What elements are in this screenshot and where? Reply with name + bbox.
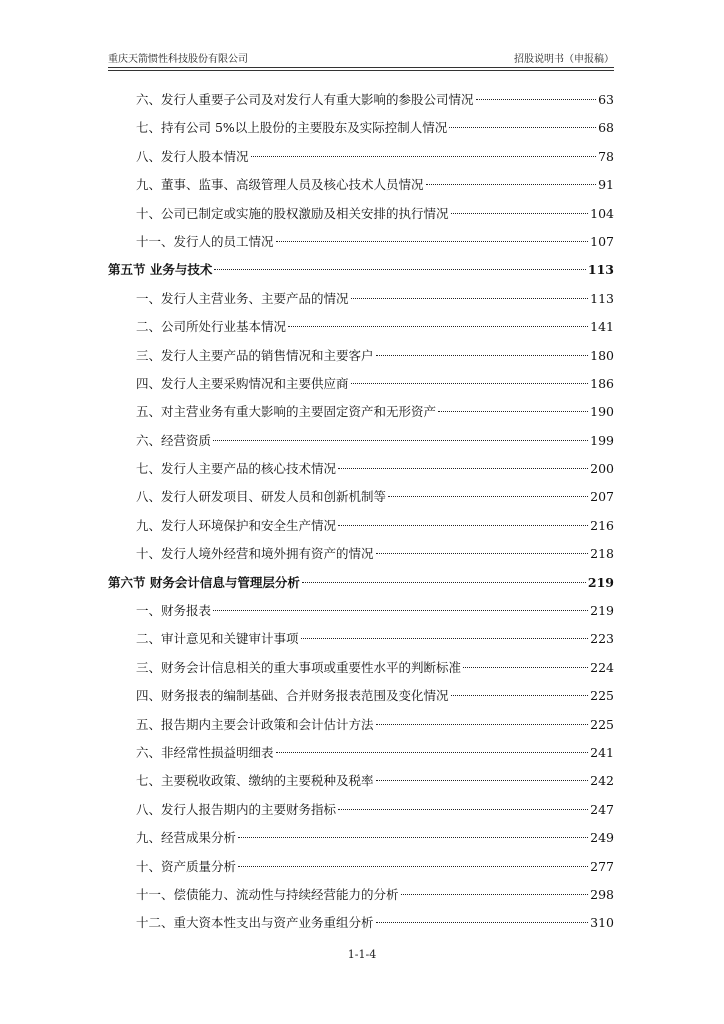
toc-entry-title: 六、经营资质: [136, 432, 212, 448]
toc-entry-page-number: 223: [590, 631, 614, 647]
toc-entry-title: 十一、偿债能力、流动性与持续经营能力的分析: [136, 886, 399, 902]
toc-dot-leader: [426, 184, 597, 185]
toc-entry-title: 十、公司已制定或实施的股权激励及相关安排的执行情况: [136, 205, 449, 221]
toc-entry[interactable]: [108, 682, 614, 710]
toc-entry[interactable]: [108, 796, 614, 824]
toc-entry-page-number: 225: [590, 716, 614, 732]
toc-entry[interactable]: [108, 512, 614, 540]
toc-dot-leader: [213, 440, 588, 441]
toc-entry-page-number: 200: [590, 461, 614, 477]
toc-dot-leader: [401, 894, 589, 895]
toc-entry-page-number: 219: [587, 574, 614, 590]
toc-entry-title: 一、发行人主营业务、主要产品的情况: [136, 290, 349, 306]
toc-dot-leader: [388, 496, 588, 497]
toc-dot-leader: [238, 837, 588, 838]
toc-dot-leader: [451, 695, 589, 696]
toc-dot-leader: [451, 213, 589, 214]
toc-dot-leader: [376, 355, 589, 356]
toc-dot-leader: [238, 866, 588, 867]
toc-entry-title: 九、经营成果分析: [136, 830, 237, 846]
toc-entry-title: 十二、重大资本性支出与资产业务重组分析: [136, 915, 374, 931]
toc-entry[interactable]: [108, 285, 614, 313]
toc-entry-page-number: 218: [590, 546, 614, 562]
toc-entry[interactable]: [108, 711, 614, 739]
toc-dot-leader: [288, 326, 588, 327]
toc-entry[interactable]: [108, 909, 614, 937]
toc-entry-page-number: 310: [590, 915, 614, 931]
toc-dot-leader: [338, 468, 588, 469]
toc-entry-page-number: 207: [590, 489, 614, 505]
toc-entry-page-number: 224: [590, 659, 614, 675]
toc-dot-leader: [351, 298, 589, 299]
toc-entry-title: 九、发行人环境保护和安全生产情况: [136, 517, 337, 533]
toc-entry-page-number: 141: [590, 319, 614, 335]
toc-dot-leader: [376, 724, 589, 725]
toc-dot-leader: [376, 553, 589, 554]
toc-dot-leader: [463, 667, 588, 668]
toc-entry-title: 一、财务报表: [136, 603, 212, 619]
toc-entry[interactable]: [108, 824, 614, 852]
toc-entry-page-number: 104: [590, 205, 614, 221]
toc-entry-title: 六、非经常性损益明细表: [136, 744, 274, 760]
toc-entry-page-number: 225: [590, 688, 614, 704]
toc-entry-title: 四、发行人主要采购情况和主要供应商: [136, 375, 349, 391]
toc-entry-page-number: 241: [590, 744, 614, 760]
toc-section-entry[interactable]: [108, 569, 614, 597]
toc-entry-page-number: 298: [590, 886, 614, 902]
toc-entry-title: 八、发行人股本情况: [136, 148, 249, 164]
toc-entry-title: 七、发行人主要产品的核心技术情况: [136, 461, 337, 477]
toc-entry-page-number: 199: [590, 432, 614, 448]
toc-dot-leader: [338, 525, 588, 526]
toc-entry-page-number: 107: [590, 233, 614, 249]
toc-entry-page-number: 247: [590, 801, 614, 817]
toc-dot-leader: [276, 241, 589, 242]
toc-dot-leader: [376, 780, 589, 781]
toc-entry-page-number: 249: [590, 830, 614, 846]
toc-entry-page-number: 63: [598, 92, 614, 107]
toc-dot-leader: [301, 638, 589, 639]
toc-entry-page-number: 91: [598, 177, 614, 193]
page-header: [108, 50, 614, 68]
toc-entry-page-number: 216: [590, 517, 614, 533]
toc-entry[interactable]: [108, 853, 614, 881]
toc-entry-page-number: 277: [590, 858, 614, 874]
toc-dot-leader: [438, 411, 588, 412]
toc-entry[interactable]: [108, 342, 614, 370]
toc-entry[interactable]: [108, 654, 614, 682]
toc-dot-leader: [251, 156, 597, 157]
page-footer: [0, 948, 724, 961]
toc-entry[interactable]: [108, 540, 614, 568]
toc-entry-page-number: 242: [590, 773, 614, 789]
toc-dot-leader: [276, 752, 589, 753]
toc-entry-page-number: 113: [590, 290, 614, 306]
toc-entry-page-number: 190: [590, 404, 614, 420]
header-divider: [108, 67, 614, 68]
toc-entry[interactable]: [108, 427, 614, 455]
table-of-contents: [108, 86, 614, 938]
toc-entry[interactable]: [108, 370, 614, 398]
toc-dot-leader: [302, 582, 586, 583]
toc-entry-title: 三、财务会计信息相关的重大事项或重要性水平的判断标准: [136, 659, 462, 675]
toc-entry-title: 三、发行人主要产品的销售情况和主要客户: [136, 347, 374, 363]
header-company-name: 重庆天箭惯性科技股份有限公司: [108, 54, 248, 65]
toc-dot-leader: [351, 383, 589, 384]
toc-entry[interactable]: [108, 313, 614, 341]
toc-entry[interactable]: [108, 455, 614, 483]
toc-dot-leader: [213, 610, 588, 611]
toc-entry-page-number: 180: [590, 347, 614, 363]
toc-entry-page-number: 78: [598, 148, 614, 164]
toc-entry[interactable]: [108, 739, 614, 767]
toc-entry-title: 六、发行人重要子公司及对发行人有重大影响的参股公司情况: [136, 92, 474, 107]
footer-page-number: 1-1-4: [347, 948, 377, 961]
toc-entry[interactable]: [108, 398, 614, 426]
toc-entry-title: 五、对主营业务有重大影响的主要固定资产和无形资产: [136, 404, 437, 420]
toc-dot-leader: [449, 127, 596, 128]
toc-entry-title: 第六节 财务会计信息与管理层分析: [108, 574, 300, 590]
toc-entry-title: 二、审计意见和关键审计事项: [136, 631, 299, 647]
toc-entry[interactable]: [108, 200, 614, 228]
toc-entry-title: 四、财务报表的编制基础、合并财务报表范围及变化情况: [136, 688, 449, 704]
toc-entry-title: 五、报告期内主要会计政策和会计估计方法: [136, 716, 374, 732]
toc-section-entry[interactable]: [108, 256, 614, 284]
toc-entry[interactable]: [108, 171, 614, 199]
toc-entry-title: 十、发行人境外经营和境外拥有资产的情况: [136, 546, 374, 562]
toc-entry[interactable]: [108, 86, 614, 114]
toc-entry-title: 七、主要税收政策、缴纳的主要税种及税率: [136, 773, 374, 789]
toc-dot-leader: [338, 809, 588, 810]
toc-entry[interactable]: [108, 597, 614, 625]
toc-entry-page-number: 113: [587, 262, 614, 278]
toc-entry[interactable]: [108, 881, 614, 909]
toc-entry-page-number: 219: [590, 603, 614, 619]
toc-dot-leader: [376, 922, 589, 923]
toc-entry-title: 八、发行人报告期内的主要财务指标: [136, 801, 337, 817]
toc-entry-title: 二、公司所处行业基本情况: [136, 319, 287, 335]
toc-entry[interactable]: [108, 143, 614, 171]
toc-entry[interactable]: [108, 767, 614, 795]
toc-entry-title: 第五节 业务与技术: [108, 262, 213, 278]
toc-entry-title: 十、资产质量分析: [136, 858, 237, 874]
toc-entry-title: 九、董事、监事、高级管理人员及核心技术人员情况: [136, 177, 424, 193]
toc-entry-title: 十一、发行人的员工情况: [136, 233, 274, 249]
toc-entry-page-number: 68: [598, 120, 614, 136]
toc-entry[interactable]: [108, 625, 614, 653]
toc-entry[interactable]: [108, 114, 614, 142]
header-document-title: 招股说明书（申报稿）: [514, 54, 614, 65]
toc-dot-leader: [476, 99, 597, 100]
header-divider-secondary: [108, 70, 614, 71]
toc-entry[interactable]: [108, 228, 614, 256]
toc-entry[interactable]: [108, 483, 614, 511]
toc-entry-title: 八、发行人研发项目、研发人员和创新机制等: [136, 489, 387, 505]
toc-entry-page-number: 186: [590, 375, 614, 391]
toc-entry-title: 七、持有公司 5%以上股份的主要股东及实际控制人情况: [136, 120, 448, 136]
toc-dot-leader: [214, 269, 586, 270]
